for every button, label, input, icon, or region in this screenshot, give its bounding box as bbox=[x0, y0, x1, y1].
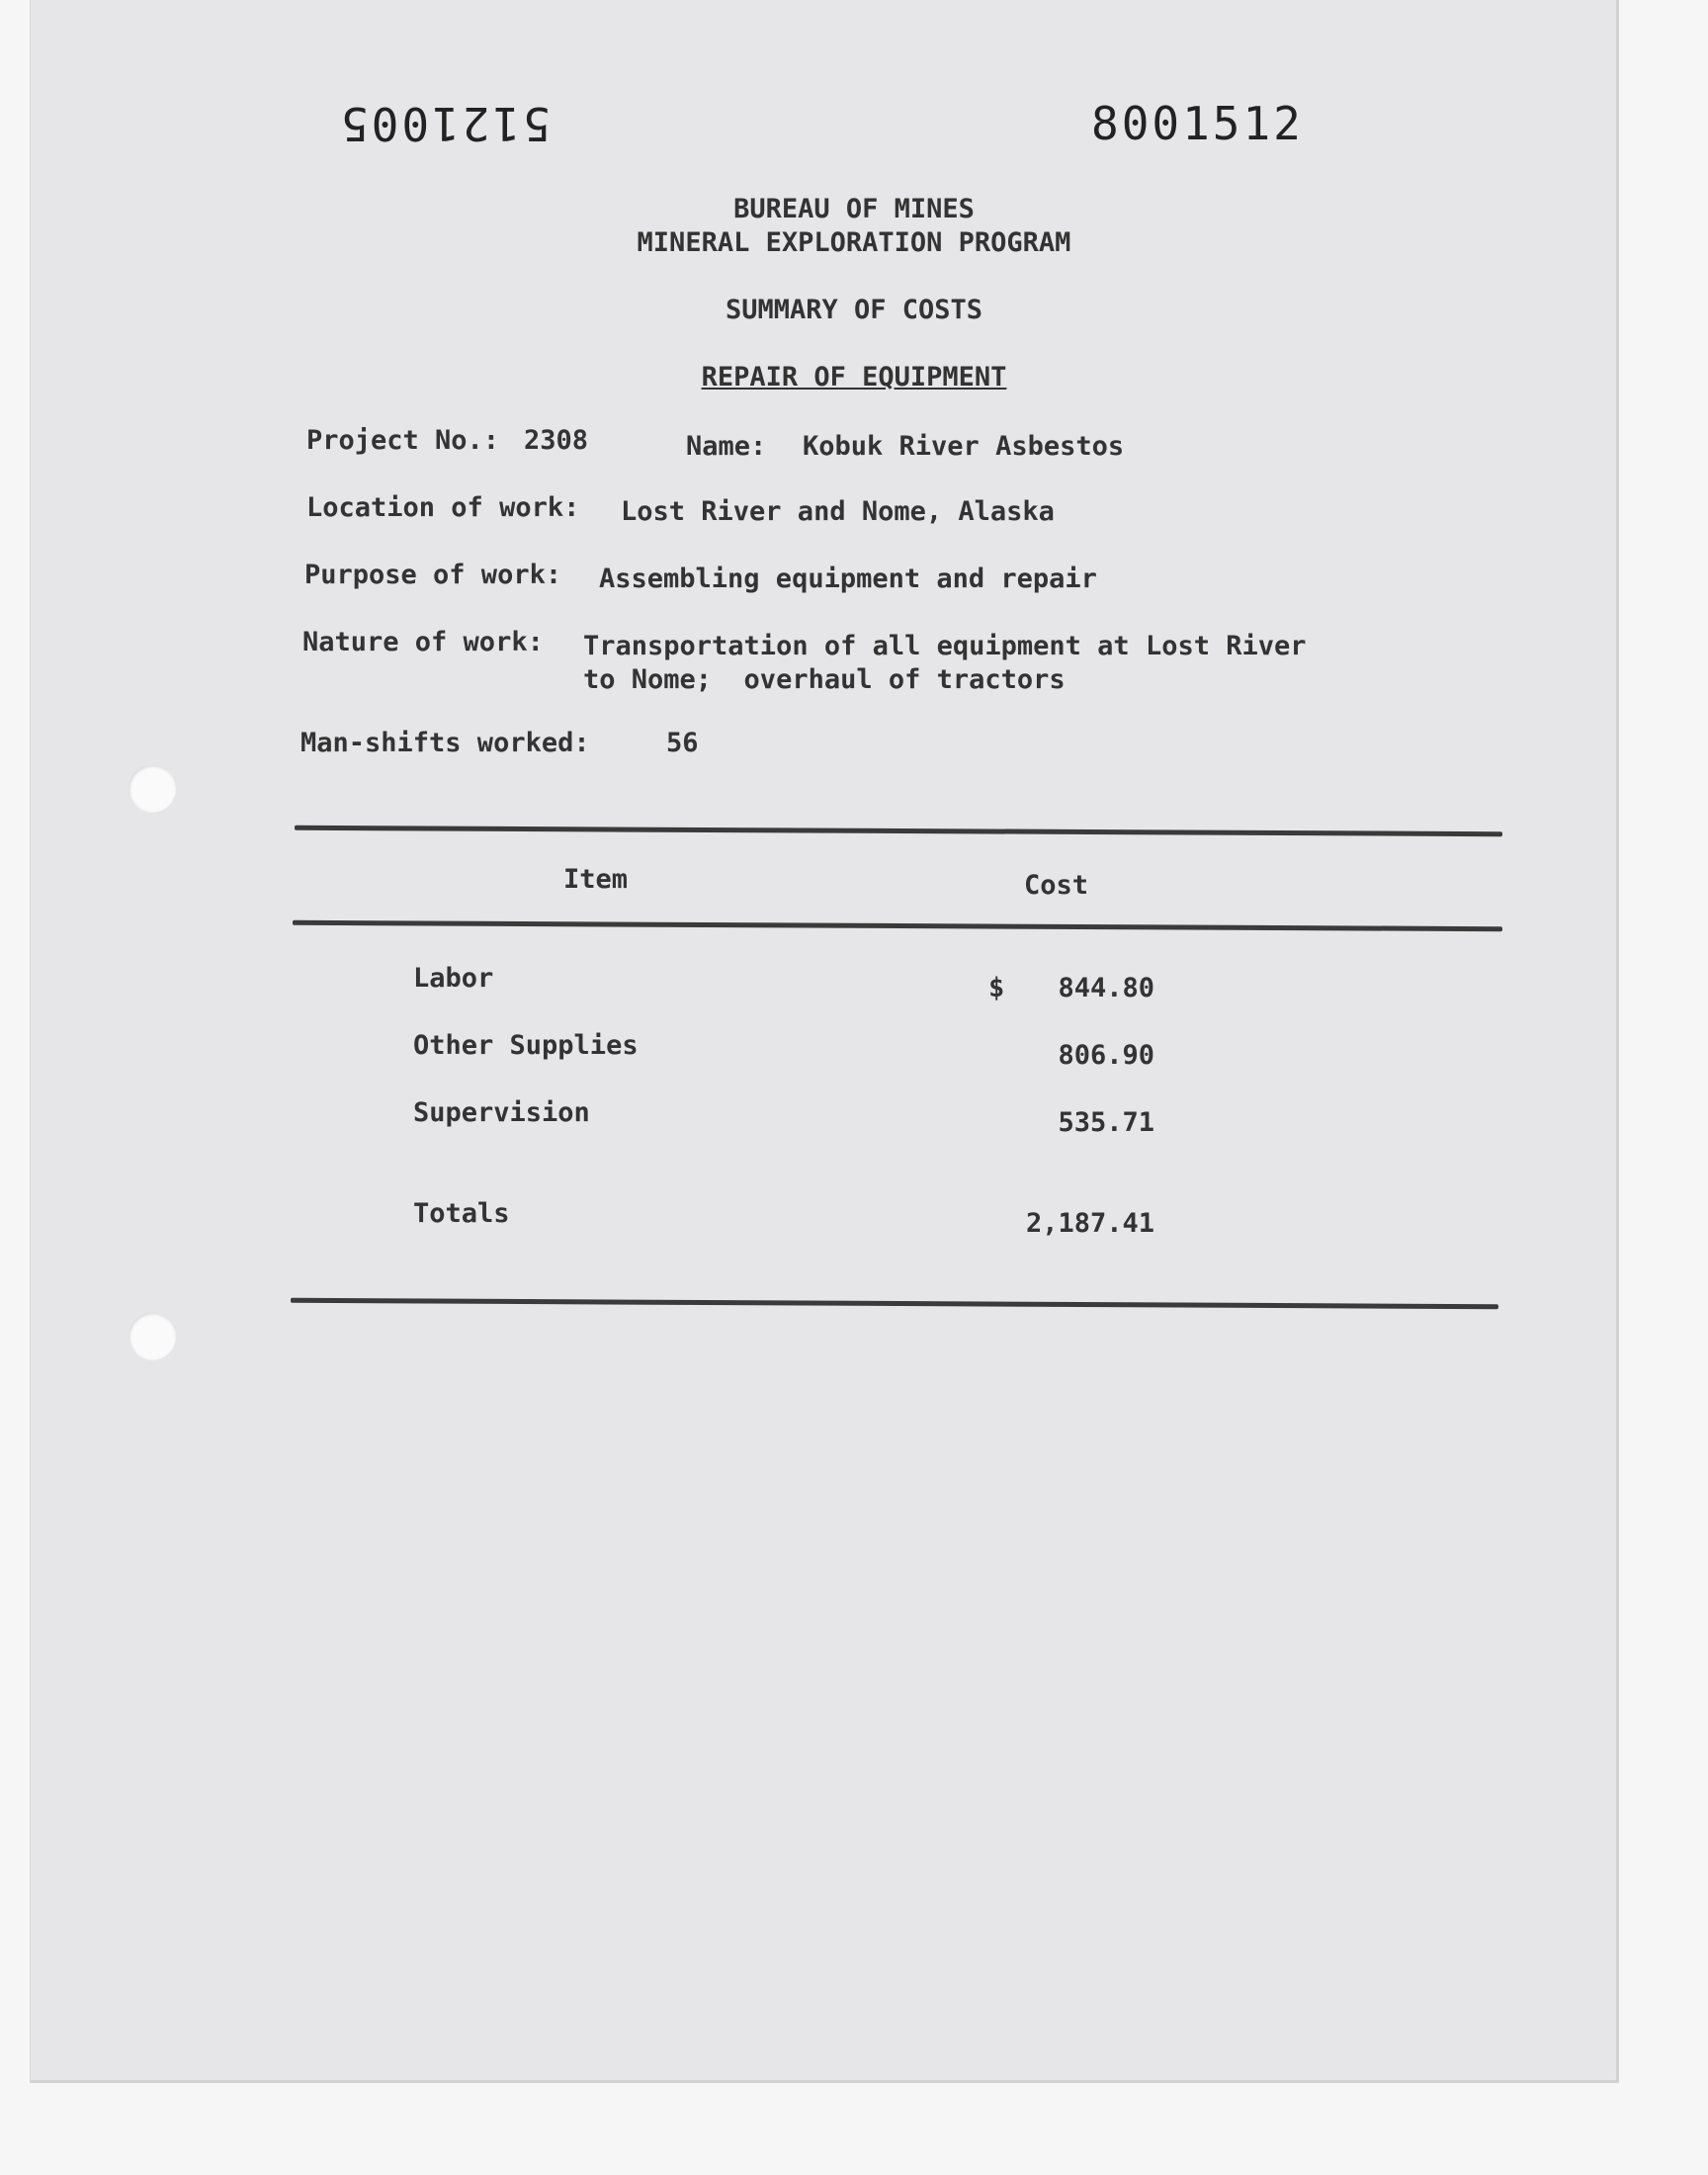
currency-symbol: $ bbox=[988, 973, 1005, 1003]
column-header-cost: Cost bbox=[1024, 870, 1089, 901]
stamp-number-left: 5121005 bbox=[338, 97, 551, 150]
project-name-value: Kobuk River Asbestos bbox=[803, 431, 1125, 462]
table-row-cost: 844.80 bbox=[1058, 973, 1154, 1003]
table-row-item: Other Supplies bbox=[413, 1030, 639, 1061]
punch-hole-upper bbox=[128, 765, 176, 813]
manshifts-value: 56 bbox=[666, 728, 699, 758]
header-bureau: BUREAU OF MINES bbox=[733, 194, 975, 224]
purpose-value: Assembling equipment and repair bbox=[599, 564, 1097, 594]
stamp-number-right: 8001512 bbox=[1091, 97, 1304, 150]
nature-value-line2: to Nome; overhaul of tractors bbox=[583, 664, 1066, 695]
nature-label: Nature of work: bbox=[302, 627, 544, 657]
project-number-label: Project No.: bbox=[306, 425, 500, 456]
table-row-cost: 806.90 bbox=[1058, 1040, 1154, 1071]
column-header-item: Item bbox=[563, 864, 629, 895]
purpose-label: Purpose of work: bbox=[304, 560, 562, 590]
punch-hole-lower bbox=[128, 1313, 176, 1360]
project-name-label: Name: bbox=[686, 431, 767, 462]
table-row-cost: 535.71 bbox=[1058, 1107, 1154, 1138]
project-number-value: 2308 bbox=[524, 425, 589, 456]
manshifts-label: Man-shifts worked: bbox=[300, 728, 590, 758]
totals-value: 2,187.41 bbox=[1025, 1208, 1154, 1239]
header-summary: SUMMARY OF COSTS bbox=[725, 295, 983, 325]
location-value: Lost River and Nome, Alaska bbox=[621, 496, 1055, 527]
header-program: MINERAL EXPLORATION PROGRAM bbox=[637, 227, 1071, 258]
location-label: Location of work: bbox=[306, 492, 580, 523]
totals-label: Totals bbox=[413, 1198, 510, 1229]
table-row-item: Labor bbox=[413, 963, 494, 994]
table-row-item: Supervision bbox=[413, 1097, 590, 1128]
nature-value-line1: Transportation of all equipment at Lost River bbox=[583, 631, 1307, 661]
header-repair-of-equipment: REPAIR OF EQUIPMENT bbox=[701, 362, 1007, 392]
